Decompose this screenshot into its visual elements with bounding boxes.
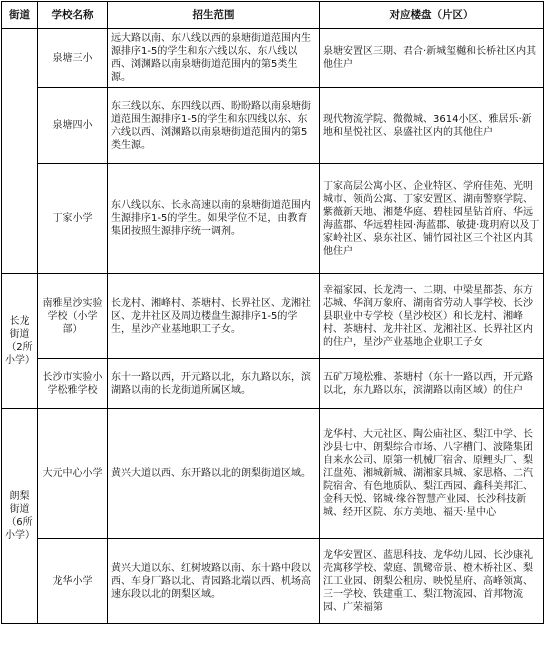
table-row [2, 359, 544, 409]
corresponding-estates: 现代物流学院、微微城、3614小区、雅居乐·新地和星悦社区、泉盛社区内的其他住户 [320, 88, 544, 164]
corresponding-estates: 幸福家园、长龙湾一、二期、中梁星都荟、东方芯城、华润万象府、湖南省劳动人事学校、长沙县职业中专学校（星沙校区）和长龙村、湘峰村、茶塘村、龙井社区、龙湘社区、长界社区内的住户，星沙产业基地企业职工子女 [320, 274, 544, 359]
enrollment-range: 东十一路以西，开元路以北，东九路以东，滨湖路以南的长龙街道所属区域。 [108, 359, 320, 409]
school-name: 南雅星沙实验学校（小学部） [38, 274, 108, 359]
corresponding-estates: 龙华安置区、蓝思科技、龙华幼儿园、长沙康礼壳寓移学校、蒙庭、凯鹭帝景、橙木桥社区、梨江工业园、朗梨公租房、映悦星府、高峰领寓、三一学校、铁建重工、梨江物流园、首邦物流园、广荣福第 [320, 539, 544, 624]
school-name: 长沙市实验小学松雅学校 [38, 359, 108, 409]
header-range: 招生范围 [108, 2, 320, 29]
enrollment-range: 东三线以东、东四线以西、盼盼路以南泉塘街道范围生源排序1-5的学生和东四线以东、东六线以西、浏渊路以南泉塘街道范围内的第5类生源。 [108, 88, 320, 164]
table-header-row [2, 2, 544, 29]
header-street: 街道 [2, 2, 38, 29]
corresponding-estates: 五矿万境松雅、茶塘村（东十一路以西，开元路以北，东九路以东，滨湖路以南区域）的住户 [320, 359, 544, 409]
corresponding-estates: 丁家高层公寓小区、企业特区、学府佳苑、光明城市、领尚公寓、丁家安置区、湖南警察学院、紫薇新天地、湘楚华庭、碧桂园星钻首府、华远海蓝郡、华远碧桂园·海蓝郡、敏捷·珑玥府以及丁家岭社区、泉东社区、铺竹园社区三个社区内其他住户 [320, 164, 544, 274]
school-name: 丁家小学 [38, 164, 108, 274]
school-name: 大元中心小学 [38, 409, 108, 539]
school-name: 泉塘四小 [38, 88, 108, 164]
enrollment-range: 黄兴大道以东、红树坡路以南、东十路中段以西、车身厂路以北、青园路北端以西、机场高速东段以北的朗梨区域。 [108, 539, 320, 624]
street-cell-langli: 朗梨街道（6所小学） [2, 409, 38, 624]
school-enrollment-table [1, 1, 544, 624]
enrollment-range: 黄兴大道以西、东开路以北的朗梨街道区域。 [108, 409, 320, 539]
table-row [2, 274, 544, 359]
table-row [2, 29, 544, 88]
corresponding-estates: 龙华村、大元社区、陶公庙社区、梨江中学、长沙县七中、朗梨综合市场、八字槽门、波隆集团自来水公司、原第一机械厂宿舍、原鲤头厂、梨江盘苑、湘城新城、湖湘家具城、家思格、二汽院宿舍、有色地质队、梨江西园、鑫科美邦汇、金科天悦、铭城·缘谷智慧产业园、长沙科技新城、经开区院、东方美地、福天·星中心 [320, 409, 544, 539]
header-estates: 对应楼盘（片区） [320, 2, 544, 29]
school-name: 龙华小学 [38, 539, 108, 624]
street-cell-quantang [2, 29, 38, 274]
enrollment-range: 远大路以南、东八线以西的泉塘街道范围内生源排序1-5的学生和东六线以东、东八线以西、浏渊路以南泉塘街道范围内的第5类生源。 [108, 29, 320, 88]
enrollment-range: 东八线以东、长永高速以南的泉塘街道范围内生源排序1-5的学生。如果学位不足，由教育集团按照生源排序统一调剂。 [108, 164, 320, 274]
enrollment-range: 长龙村、湘峰村、茶塘村、长界社区、龙湘社区、龙井社区及周边楼盘生源排序1-5的学生，星沙产业基地职工子女。 [108, 274, 320, 359]
table-row [2, 88, 544, 164]
table-row [2, 409, 544, 539]
street-cell-changlong: 长龙街道（2所小学） [2, 274, 38, 409]
header-school: 学校名称 [38, 2, 108, 29]
table-row [2, 164, 544, 274]
table-row [2, 539, 544, 624]
school-name: 泉塘三小 [38, 29, 108, 88]
corresponding-estates: 泉塘安置区三期、君合·新城玺樾和长桥社区内其他住户 [320, 29, 544, 88]
